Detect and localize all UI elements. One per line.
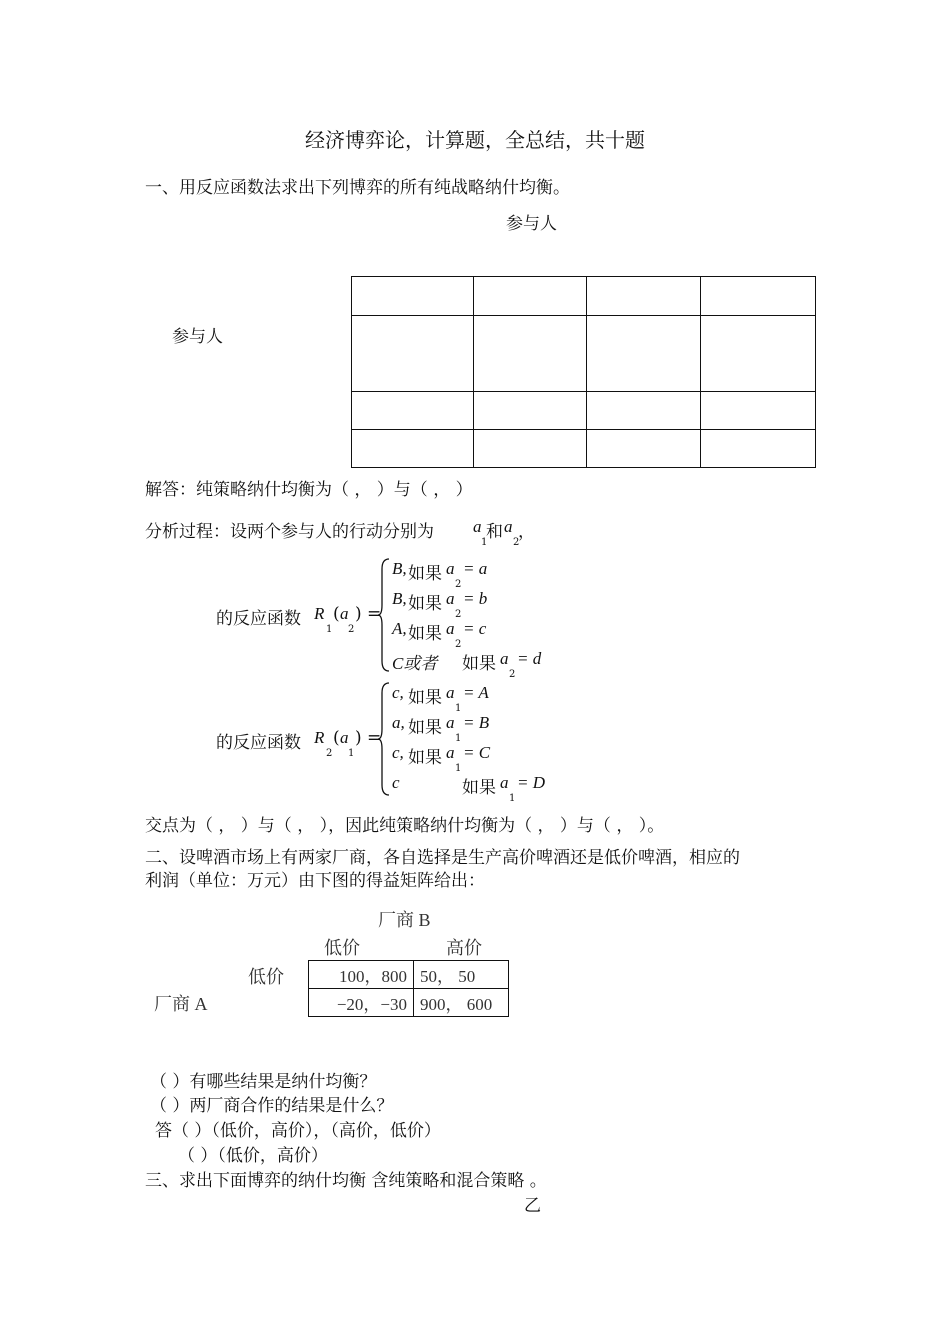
comma: ， xyxy=(518,522,535,542)
r1-fn: R xyxy=(314,604,325,623)
q1-heading: 一、用反应函数法求出下列博弈的所有纯战略纳什均衡。 xyxy=(145,178,570,198)
table-cell xyxy=(587,430,701,468)
var-a1: a xyxy=(473,517,482,536)
case-variable-sub: 1 xyxy=(455,763,462,774)
q1-payoff-table xyxy=(351,276,816,468)
case-action: a, xyxy=(392,713,405,732)
r1-arg-sub: 2 xyxy=(348,624,355,635)
var-a1-sub: 1 xyxy=(481,537,488,548)
page-title: 经济博弈论，计算题，全总结，共十题 xyxy=(305,128,645,152)
case-variable-sub: 2 xyxy=(509,669,516,680)
table-cell xyxy=(352,316,474,392)
case-action: c xyxy=(392,773,400,792)
case-equation: = B xyxy=(463,713,490,732)
table-cell xyxy=(352,392,474,430)
r1-brace-icon xyxy=(377,557,391,673)
firm-b-label: 厂商 B xyxy=(378,910,431,930)
r1-arg: a xyxy=(340,604,349,623)
table-cell xyxy=(474,277,587,316)
case-condition: 如果 xyxy=(462,778,496,798)
q1-analysis-prefix: 分析过程：设两个参与人的行动分别为 xyxy=(145,522,434,542)
q2-answer-b: （ ）（低价，高价） xyxy=(178,1146,328,1166)
r2-paren-close-eq: ) = xyxy=(355,728,382,748)
r2-fn-sub: 2 xyxy=(326,748,333,759)
r2-label: 的反应函数 xyxy=(216,733,301,753)
r2-arg-sub: 1 xyxy=(348,748,355,759)
q1-column-player: 参与人 xyxy=(506,214,557,234)
table-cell xyxy=(352,430,474,468)
case-equation: = b xyxy=(463,589,488,608)
case-variable-sub: 2 xyxy=(455,579,462,590)
table-cell xyxy=(352,277,474,316)
case-variable-sub: 2 xyxy=(455,639,462,650)
case-action: C或者 xyxy=(392,654,438,673)
q2-text-line1: 二、设啤酒市场上有两家厂商，各自选择是生产高价啤酒还是低价啤酒，相应的 xyxy=(145,848,740,868)
r2-brace-icon xyxy=(377,681,391,797)
r1-fn-sub: 1 xyxy=(326,624,333,635)
table-cell xyxy=(701,430,816,468)
q2-question-a: （ ）有哪些结果是纳什均衡？ xyxy=(150,1072,377,1092)
table-cell xyxy=(701,392,816,430)
r2-arg: a xyxy=(340,728,349,747)
case-equation: = A xyxy=(463,683,489,702)
matrix-cell: 50， 50 xyxy=(414,961,509,989)
case-action: B, xyxy=(392,589,407,608)
case-variable-sub: 2 xyxy=(455,609,462,620)
table-cell xyxy=(701,316,816,392)
q1-row-player: 参与人 xyxy=(172,327,223,347)
r2-fn: R xyxy=(314,728,325,747)
q2-answer-a: 答（ ）（低价，高价），（高价，低价） xyxy=(155,1121,441,1141)
col-high-label: 高价 xyxy=(446,938,482,958)
case-action: A, xyxy=(392,619,407,638)
firm-a-label: 厂商 A xyxy=(154,994,208,1014)
matrix-cell: 900， 600 xyxy=(414,989,509,1017)
table-cell xyxy=(474,316,587,392)
r1-paren-open: ( xyxy=(333,604,340,624)
case-equation: = C xyxy=(463,743,491,762)
case-condition: 如果 xyxy=(408,564,442,584)
table-cell xyxy=(474,430,587,468)
case-variable: a xyxy=(446,559,455,578)
r1-label: 的反应函数 xyxy=(216,609,301,629)
table-cell xyxy=(474,392,587,430)
case-equation: = D xyxy=(517,773,545,792)
case-action: B, xyxy=(392,559,407,578)
table-cell xyxy=(587,316,701,392)
q2-payoff-matrix xyxy=(308,960,509,1017)
case-variable: a xyxy=(446,619,455,638)
q2-question-b: （ ）两厂商合作的结果是什么？ xyxy=(150,1096,394,1116)
case-variable: a xyxy=(446,589,455,608)
case-variable-sub: 1 xyxy=(455,703,462,714)
matrix-cell: −20，−30 xyxy=(309,989,414,1017)
case-variable: a xyxy=(500,773,509,792)
var-a2: a xyxy=(504,517,513,536)
and-word: 和 xyxy=(486,522,503,542)
col-low-label: 低价 xyxy=(324,938,360,958)
table-cell xyxy=(587,277,701,316)
r2-paren-open: ( xyxy=(333,728,340,748)
case-variable: a xyxy=(500,649,509,668)
r1-paren-close-eq: ) = xyxy=(355,604,382,624)
case-action: c, xyxy=(392,683,404,702)
case-condition: 如果 xyxy=(408,688,442,708)
case-equation: = a xyxy=(463,559,488,578)
q2-text-line2: 利润（单位：万元）由下图的得益矩阵给出： xyxy=(145,871,485,891)
q1-intersection: 交点为（ ， ）与（ ， ），因此纯策略纳什均衡为（ ， ）与（ ， ）。 xyxy=(145,816,665,836)
case-action: c, xyxy=(392,743,404,762)
case-equation: = d xyxy=(517,649,542,668)
case-variable: a xyxy=(446,683,455,702)
case-variable: a xyxy=(446,713,455,732)
matrix-cell: 100，800 xyxy=(309,961,414,989)
table-cell xyxy=(701,277,816,316)
q3-column-player: 乙 xyxy=(524,1196,541,1216)
var-a2-sub: 2 xyxy=(513,537,520,548)
q3-heading: 三、求出下面博弈的纳什均衡 含纯策略和混合策略 。 xyxy=(145,1171,547,1191)
table-cell xyxy=(587,392,701,430)
row-low-label: 低价 xyxy=(248,967,284,987)
case-equation: = c xyxy=(463,619,487,638)
case-variable: a xyxy=(446,743,455,762)
case-condition: 如果 xyxy=(408,748,442,768)
case-condition: 如果 xyxy=(408,624,442,644)
case-condition: 如果 xyxy=(408,594,442,614)
case-condition: 如果 xyxy=(408,718,442,738)
case-condition: 如果 xyxy=(462,654,496,674)
case-variable-sub: 1 xyxy=(455,733,462,744)
q1-answer: 解答：纯策略纳什均衡为（ ， ）与（ ， ） xyxy=(145,480,473,500)
case-variable-sub: 1 xyxy=(509,793,516,804)
